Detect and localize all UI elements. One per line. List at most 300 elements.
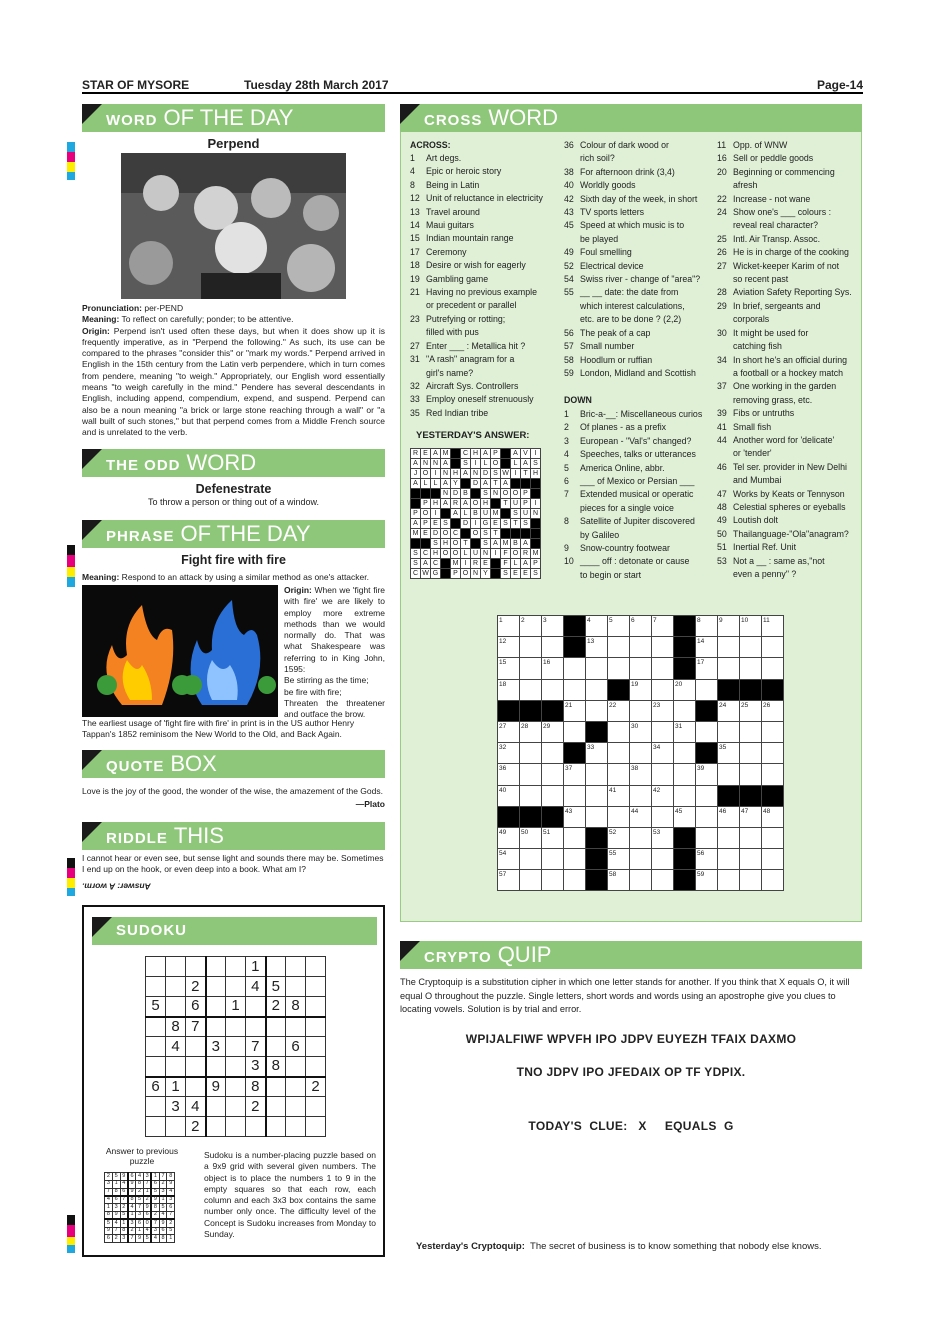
yesterday-cell: J — [411, 469, 421, 479]
yesterday-block — [531, 519, 541, 529]
sudoku-cell: 1 — [120, 1219, 128, 1227]
clue-item: 28 Aviation Safety Reporting Sys. — [717, 287, 852, 298]
crossword-cell[interactable] — [520, 870, 542, 891]
sudoku-cell[interactable] — [166, 957, 186, 977]
yesterday-cell: S — [521, 519, 531, 529]
crossword-cell[interactable] — [718, 870, 740, 891]
crossword-cell[interactable]: 23 — [652, 700, 674, 721]
sudoku-cell: 3 — [112, 1204, 120, 1212]
sudoku-cell[interactable] — [166, 1117, 186, 1137]
crossword-cell[interactable]: 22 — [608, 700, 630, 721]
crossword-cell[interactable] — [586, 785, 608, 806]
sudoku-cell[interactable] — [286, 977, 306, 997]
crossword-cell[interactable]: 2 — [520, 616, 542, 637]
sudoku-cell[interactable] — [206, 1017, 226, 1037]
crossword-cell[interactable] — [542, 849, 564, 870]
crossword-cell[interactable]: 10 — [740, 616, 762, 637]
crossword-cell[interactable] — [652, 721, 674, 742]
crossword-cell[interactable]: 46 — [718, 806, 740, 827]
crossword-cell[interactable]: 39 — [696, 764, 718, 785]
crossword-cell[interactable] — [586, 658, 608, 679]
sudoku-cell[interactable] — [186, 1037, 206, 1057]
clue-item: 54 Swiss river - change of "area"? — [564, 274, 701, 285]
sudoku-answer-grid — [104, 1172, 175, 1243]
crossword-cell[interactable] — [652, 849, 674, 870]
yesterday-cell: I — [431, 509, 441, 519]
crossword-cell[interactable] — [542, 870, 564, 891]
crossword-cell[interactable] — [608, 721, 630, 742]
crossword-cell[interactable] — [696, 679, 718, 700]
crossword-cell[interactable] — [652, 870, 674, 891]
clue-item: 20 Beginning or commencing — [717, 166, 835, 177]
sudoku-cell: 3 — [105, 1180, 113, 1188]
crossword-cell[interactable] — [762, 849, 784, 870]
crossword-block — [586, 827, 608, 848]
crossword-cell[interactable]: 48 — [762, 806, 784, 827]
cryptoquip-line-2: TNO JDPV IPO JFEDAIX OP TF YDPIX. — [516, 1065, 746, 1079]
yesterday-cell: A — [411, 459, 421, 469]
sudoku-cell: 1 — [159, 1196, 167, 1204]
crossword-cell[interactable]: 4 — [586, 616, 608, 637]
crossword-cell[interactable]: 1 — [498, 616, 520, 637]
yesterday-cell: R — [451, 499, 461, 509]
crossword-cell[interactable]: 28 — [520, 721, 542, 742]
crossword-cell[interactable] — [586, 764, 608, 785]
crossword-cell[interactable]: 31 — [674, 721, 696, 742]
sudoku-cell[interactable] — [146, 1117, 166, 1137]
sudoku-cell[interactable] — [286, 1097, 306, 1117]
crossword-cell[interactable] — [652, 806, 674, 827]
clue-item: 40 Worldly goods — [564, 180, 636, 191]
yesterday-cell: P — [421, 499, 431, 509]
crossword-cell[interactable] — [740, 637, 762, 658]
sudoku-cell: 2 — [143, 1196, 151, 1204]
crossword-cell[interactable] — [718, 637, 740, 658]
crossword-cell[interactable]: 14 — [696, 637, 718, 658]
sudoku-cell: 2 — [159, 1180, 167, 1188]
page-header — [82, 76, 863, 94]
sudoku-cell[interactable] — [226, 957, 246, 977]
sudoku-cell[interactable] — [146, 1097, 166, 1117]
crossword-cell[interactable] — [608, 743, 630, 764]
crossword-cell[interactable]: 27 — [498, 721, 520, 742]
yesterday-cell: M — [441, 449, 451, 459]
crossword-cell[interactable]: 13 — [586, 637, 608, 658]
yesterday-cell: I — [531, 449, 541, 459]
sudoku-cell: 4 — [128, 1204, 136, 1212]
crossword-cell[interactable] — [586, 679, 608, 700]
sudoku-cell[interactable] — [286, 957, 306, 977]
crossword-cell[interactable] — [674, 785, 696, 806]
crossword-cell[interactable]: 8 — [696, 616, 718, 637]
sudoku-cell: 2 — [186, 977, 206, 997]
crossword-cell[interactable] — [652, 679, 674, 700]
sudoku-cell[interactable] — [146, 977, 166, 997]
yesterday-cell: I — [511, 469, 521, 479]
sudoku-cell[interactable] — [306, 957, 326, 977]
crossword-cell[interactable] — [586, 806, 608, 827]
sudoku-cell: 8 — [266, 1057, 286, 1077]
crossword-cell[interactable] — [762, 637, 784, 658]
clue-item: 34 In short he's an official during — [717, 354, 847, 365]
sudoku-cell: 1 — [166, 1077, 186, 1097]
crossword-cell[interactable]: 7 — [652, 616, 674, 637]
yesterday-block — [501, 529, 511, 539]
crossword-cell[interactable] — [564, 849, 586, 870]
sudoku-cell: 1 — [128, 1211, 136, 1219]
crossword-cell[interactable]: 25 — [740, 700, 762, 721]
yesterday-cell: A — [451, 509, 461, 519]
sudoku-cell: 4 — [120, 1180, 128, 1188]
yesterday-cell: N — [481, 549, 491, 559]
yesterday-block — [471, 489, 481, 499]
yesterday-cell: A — [411, 519, 421, 529]
sudoku-cell[interactable] — [186, 957, 206, 977]
yesterday-cell: A — [521, 539, 531, 549]
crossword-block — [520, 700, 542, 721]
yesterday-cell: T — [491, 529, 501, 539]
crossword-cell[interactable] — [674, 764, 696, 785]
sudoku-cell[interactable] — [306, 1057, 326, 1077]
yesterday-cell: I — [471, 519, 481, 529]
crossword-cell[interactable]: 21 — [564, 700, 586, 721]
crossword-cell[interactable] — [740, 658, 762, 679]
yesterday-block — [451, 459, 461, 469]
sudoku-cell[interactable] — [206, 1057, 226, 1077]
yesterday-block — [451, 449, 461, 459]
crossword-cell[interactable]: 18 — [498, 679, 520, 700]
yesterday-cell: A — [511, 449, 521, 459]
crossword-cell[interactable] — [762, 764, 784, 785]
sudoku-cell[interactable] — [146, 1057, 166, 1077]
crossword-cell[interactable] — [696, 827, 718, 848]
crossword-cell[interactable] — [740, 721, 762, 742]
crossword-cell[interactable]: 36 — [498, 764, 520, 785]
sudoku-cell[interactable] — [266, 1037, 286, 1057]
crossword-cell[interactable] — [630, 658, 652, 679]
crossword-cell[interactable] — [564, 827, 586, 848]
clue-item: 39 Fibs or untruths — [717, 408, 795, 419]
clue-item: 33 Employ oneself strenuously — [410, 394, 534, 405]
sudoku-cell[interactable] — [206, 997, 226, 1017]
crossword-cell[interactable]: 53 — [652, 827, 674, 848]
crossword-cell[interactable] — [696, 785, 718, 806]
crossword-block — [674, 849, 696, 870]
sudoku-cell[interactable] — [166, 1057, 186, 1077]
sudoku-cell: 7 — [151, 1219, 159, 1227]
yesterday-cell: L — [461, 549, 471, 559]
sudoku-cell[interactable] — [306, 997, 326, 1017]
sudoku-cell[interactable] — [146, 1017, 166, 1037]
yesterday-cell: T — [511, 519, 521, 529]
crossword-block — [696, 700, 718, 721]
crossword-cell[interactable] — [740, 870, 762, 891]
sudoku-cell[interactable] — [306, 1097, 326, 1117]
crossword-cell[interactable]: 29 — [542, 721, 564, 742]
crossword-cell[interactable] — [520, 764, 542, 785]
crossword-cell[interactable] — [520, 658, 542, 679]
crossword-cell[interactable] — [608, 764, 630, 785]
crossword-cell[interactable] — [630, 743, 652, 764]
yesterday-cell: A — [481, 449, 491, 459]
sudoku-cell[interactable] — [186, 1077, 206, 1097]
crossword-cell[interactable] — [630, 785, 652, 806]
crossword-cell[interactable] — [652, 658, 674, 679]
crossword-block — [542, 700, 564, 721]
sudoku-cell[interactable] — [186, 1057, 206, 1077]
crossword-cell[interactable]: 38 — [630, 764, 652, 785]
clue-item: 58 Hoodlum or ruffian — [564, 354, 653, 365]
crossword-block — [762, 679, 784, 700]
crossword-cell[interactable] — [608, 658, 630, 679]
yesterday-cell: E — [491, 519, 501, 529]
crossword-cell[interactable]: 54 — [498, 849, 520, 870]
crossword-block — [608, 679, 630, 700]
yesterday-cell: T — [491, 479, 501, 489]
crossword-cell[interactable]: 33 — [586, 743, 608, 764]
crossword-cell[interactable] — [608, 637, 630, 658]
sudoku-cell[interactable] — [286, 1057, 306, 1077]
crossword-cell[interactable]: 49 — [498, 827, 520, 848]
crossword-cell[interactable] — [718, 764, 740, 785]
cryptoquip-header: CRYPTO QUIP — [400, 941, 862, 969]
sudoku-cell[interactable] — [146, 957, 166, 977]
crossword-cell[interactable]: 17 — [696, 658, 718, 679]
sudoku-cell: 7 — [159, 1173, 167, 1181]
yesterday-cell: P — [521, 489, 531, 499]
crossword-cell[interactable]: 9 — [718, 616, 740, 637]
sudoku-cell[interactable] — [146, 1037, 166, 1057]
sudoku-cell: 7 — [136, 1204, 144, 1212]
crossword-block — [498, 806, 520, 827]
crossword-cell[interactable]: 43 — [564, 806, 586, 827]
yesterday-cell: D — [471, 479, 481, 489]
sudoku-cell[interactable] — [286, 1077, 306, 1097]
riddle-text: I cannot hear or even see, but sense light and sounds there may be. Sometimes I end up on the hook, or even deep into a book. What am I? — [82, 853, 384, 875]
crossword-cell[interactable] — [564, 721, 586, 742]
crossword-cell[interactable] — [542, 679, 564, 700]
crossword-cell[interactable]: 5 — [608, 616, 630, 637]
crossword-cell[interactable]: 51 — [542, 827, 564, 848]
crossword-cell[interactable] — [696, 806, 718, 827]
sudoku-cell[interactable] — [226, 1057, 246, 1077]
crossword-cell[interactable]: 47 — [740, 806, 762, 827]
sudoku-cell[interactable] — [226, 1077, 246, 1097]
sudoku-cell[interactable] — [206, 977, 226, 997]
crossword-cell[interactable]: 16 — [542, 658, 564, 679]
crossword-cell[interactable] — [542, 743, 564, 764]
sudoku-cell[interactable] — [226, 1037, 246, 1057]
crossword-cell[interactable]: 35 — [718, 743, 740, 764]
crossword-block — [740, 679, 762, 700]
crossword-cell[interactable] — [608, 806, 630, 827]
crossword-cell[interactable]: 19 — [630, 679, 652, 700]
sudoku-cell[interactable] — [166, 997, 186, 1017]
sudoku-cell[interactable] — [246, 1017, 266, 1037]
sudoku-cell[interactable] — [206, 1117, 226, 1137]
sudoku-cell: 4 — [159, 1211, 167, 1219]
crossword-cell[interactable] — [542, 637, 564, 658]
sudoku-cell: 0 — [143, 1219, 151, 1227]
crossword-cell[interactable] — [762, 827, 784, 848]
crossword-cell[interactable] — [564, 785, 586, 806]
crossword-cell[interactable] — [520, 849, 542, 870]
crossword-cell[interactable]: 26 — [762, 700, 784, 721]
yesterday-block — [511, 479, 521, 489]
crossword-cell[interactable] — [740, 743, 762, 764]
across-label: ACROSS: — [410, 140, 451, 150]
yesterday-block — [531, 529, 541, 539]
crossword-cell[interactable]: 3 — [542, 616, 564, 637]
sudoku-cell: 4 — [186, 1097, 206, 1117]
crossword-cell[interactable]: 59 — [696, 870, 718, 891]
crossword-cell[interactable] — [520, 785, 542, 806]
yesterday-cell: A — [521, 459, 531, 469]
crossword-cell[interactable]: 24 — [718, 700, 740, 721]
clue-item: even a penny" ? — [733, 569, 797, 579]
crossword-cell[interactable]: 34 — [652, 743, 674, 764]
clue-item: 52 Electrical device — [564, 260, 644, 271]
crossword-cell[interactable] — [564, 870, 586, 891]
sudoku-grid[interactable] — [145, 956, 326, 1137]
crossword-block — [542, 806, 564, 827]
sudoku-cell[interactable] — [266, 1017, 286, 1037]
sudoku-cell: 4 — [105, 1196, 113, 1204]
sudoku-cell[interactable] — [226, 1017, 246, 1037]
sudoku-cell: 9 — [105, 1227, 113, 1235]
sudoku-cell: 3 — [159, 1188, 167, 1196]
crossword-cell[interactable] — [630, 637, 652, 658]
clue-item: 18 Desire or wish for eagerly — [410, 260, 526, 271]
crossword-cell[interactable] — [740, 849, 762, 870]
crossword-cell[interactable]: 32 — [498, 743, 520, 764]
crossword-block — [762, 785, 784, 806]
crossword-cell[interactable] — [762, 721, 784, 742]
crossword-cell[interactable] — [740, 764, 762, 785]
yesterday-cell: B — [471, 509, 481, 519]
sudoku-cell: 1 — [226, 997, 246, 1017]
crossword-cell[interactable] — [564, 658, 586, 679]
sudoku-cell[interactable] — [306, 977, 326, 997]
crossword-cell[interactable]: 6 — [630, 616, 652, 637]
crossword-cell[interactable] — [520, 743, 542, 764]
crossword-cell[interactable] — [718, 721, 740, 742]
sudoku-cell[interactable] — [266, 1077, 286, 1097]
sudoku-cell[interactable] — [226, 1097, 246, 1117]
crossword-cell[interactable]: 57 — [498, 870, 520, 891]
sudoku-cell[interactable] — [226, 1117, 246, 1137]
crossword-cell[interactable] — [762, 743, 784, 764]
yesterday-cell: H — [471, 449, 481, 459]
clue-item: by Galileo — [580, 529, 620, 540]
crossword-cell[interactable] — [674, 700, 696, 721]
crossword-cell[interactable] — [520, 637, 542, 658]
crossword-cell[interactable]: 15 — [498, 658, 520, 679]
crossword-cell[interactable]: 40 — [498, 785, 520, 806]
crossword-cell[interactable] — [652, 764, 674, 785]
sudoku-cell[interactable] — [306, 1037, 326, 1057]
sudoku-cell[interactable] — [246, 997, 266, 1017]
sudoku-cell: 2 — [246, 1097, 266, 1117]
crossword-cell[interactable] — [542, 764, 564, 785]
clue-item: 53 Not a __ : same as,"not — [717, 555, 825, 566]
crossword-cell[interactable]: 56 — [696, 849, 718, 870]
crossword-cell[interactable] — [762, 658, 784, 679]
crossword-cell[interactable] — [564, 679, 586, 700]
crossword-cell[interactable]: 11 — [762, 616, 784, 637]
clue-item: 43 TV sports letters — [564, 207, 645, 218]
crossword-cell[interactable]: 12 — [498, 637, 520, 658]
sudoku-cell[interactable] — [306, 1017, 326, 1037]
sudoku-cell[interactable] — [266, 1097, 286, 1117]
crossword-cell[interactable] — [630, 870, 652, 891]
crossword-cell[interactable]: 20 — [674, 679, 696, 700]
yesterday-cell: H — [431, 549, 441, 559]
sudoku-cell: 9 — [128, 1180, 136, 1188]
crossword-cell[interactable] — [630, 700, 652, 721]
crossword-cell[interactable]: 50 — [520, 827, 542, 848]
yesterday-block — [501, 509, 511, 519]
crossword-cell[interactable]: 55 — [608, 849, 630, 870]
crossword-cell[interactable] — [762, 870, 784, 891]
sudoku-cell[interactable] — [306, 1117, 326, 1137]
sudoku-cell[interactable] — [246, 1117, 266, 1137]
crossword-cell[interactable] — [718, 827, 740, 848]
yesterday-cell: P — [531, 559, 541, 569]
sudoku-cell: 5 — [151, 1188, 159, 1196]
clue-item: and Mumbai — [733, 475, 782, 486]
sudoku-cell[interactable] — [226, 977, 246, 997]
sudoku-cell[interactable] — [266, 1117, 286, 1137]
crossword-cell[interactable] — [586, 700, 608, 721]
sudoku-cell: 2 — [186, 1117, 206, 1137]
crossword-cell[interactable] — [630, 849, 652, 870]
yesterday-cell: E — [521, 569, 531, 579]
sudoku-cell: 4 — [151, 1235, 159, 1243]
crossword-cell[interactable] — [674, 743, 696, 764]
sudoku-cell[interactable] — [206, 1097, 226, 1117]
crossword-cell[interactable] — [652, 637, 674, 658]
yesterday-cell: I — [471, 459, 481, 469]
crossword-cell[interactable] — [740, 827, 762, 848]
sudoku-cell[interactable] — [166, 977, 186, 997]
crossword-cell[interactable]: 41 — [608, 785, 630, 806]
crossword-cell[interactable]: 37 — [564, 764, 586, 785]
sudoku-cell[interactable] — [286, 1017, 306, 1037]
crossword-cell[interactable]: 52 — [608, 827, 630, 848]
sudoku-cell: 7 — [112, 1227, 120, 1235]
crossword-cell[interactable]: 45 — [674, 806, 696, 827]
crossword-cell[interactable] — [718, 658, 740, 679]
sudoku-cell[interactable] — [266, 957, 286, 977]
yesterday-cell: E — [421, 529, 431, 539]
crossword-cell[interactable] — [630, 827, 652, 848]
crossword-cell[interactable]: 30 — [630, 721, 652, 742]
crossword-cell[interactable]: 44 — [630, 806, 652, 827]
sudoku-cell[interactable] — [286, 1117, 306, 1137]
sudoku-cell[interactable] — [206, 957, 226, 977]
yesterday-cell: O — [511, 489, 521, 499]
yesterday-cell: O — [451, 549, 461, 559]
crossword-cell[interactable] — [718, 849, 740, 870]
crossword-grid[interactable] — [497, 615, 784, 891]
crossword-cell[interactable] — [696, 721, 718, 742]
yesterday-cell: O — [461, 569, 471, 579]
crossword-cell[interactable] — [520, 679, 542, 700]
crossword-cell[interactable]: 42 — [652, 785, 674, 806]
crossword-cell[interactable] — [542, 785, 564, 806]
crossword-cell[interactable]: 58 — [608, 870, 630, 891]
